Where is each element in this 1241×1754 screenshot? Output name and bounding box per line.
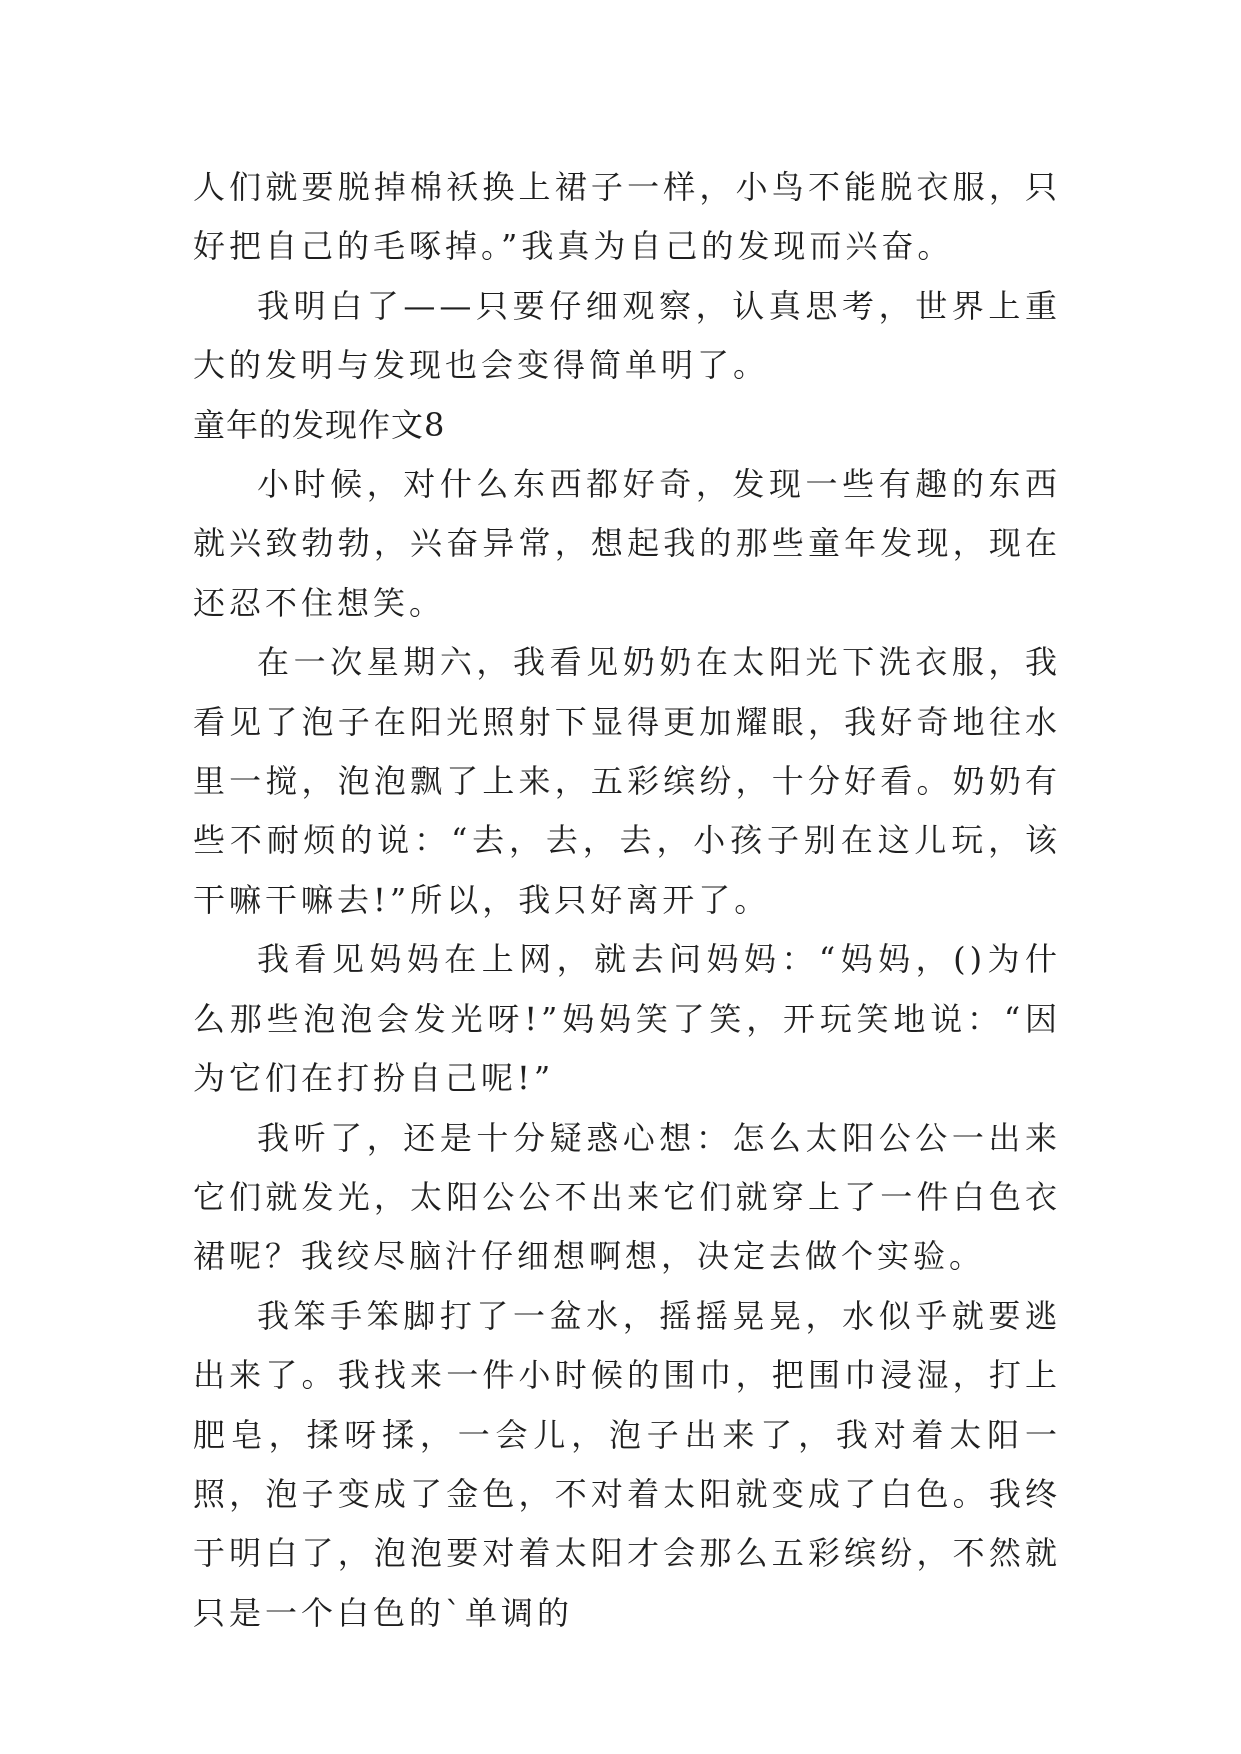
paragraph: 我听了，还是十分疑惑心想：怎么太阳公公一出来它们就发光，太阳公公不出来它们就穿上了一件白色衣裙呢？我绞尽脑汁仔细想啊想，决定去做个实验。 xyxy=(193,1118,1061,1276)
paragraph: 在一次星期六，我看见奶奶在太阳光下洗衣服，我看见了泡子在阳光照射下显得更加耀眼，我好奇地往水里一搅，泡泡飘了上来，五彩缤纷，十分好看。奶奶有些不耐烦的说：“去，去，去，小孩子别在这儿玩，该干嘛干嘛去!”所以，我只好离开了。 xyxy=(193,643,1061,919)
paragraph: 小时候，对什么东西都好奇，发现一些有趣的东西就兴致勃勃，兴奋异常，想起我的那些童年发现，现在还忍不住想笑。 xyxy=(193,465,1061,622)
paragraph: 我明白了——只要仔细观察，认真思考，世界上重大的发明与发现也会变得简单明了。 xyxy=(193,286,1061,385)
essay-heading: 童年的发现作文8 xyxy=(193,405,446,444)
document-body xyxy=(193,158,1061,1643)
paragraph: 我看见妈妈在上网，就去问妈妈：“妈妈，()为什么那些泡泡会发光呀!”妈妈笑了笑，开玩笑地说：“因为它们在打扮自己呢!” xyxy=(193,940,1061,1098)
paragraph-continued: 人们就要脱掉棉袄换上裙子一样，小鸟不能脱衣服，只好把自己的毛啄掉。”我真为自己的发现而兴奋。 xyxy=(193,168,1061,266)
paragraph: 我笨手笨脚打了一盆水，摇摇晃晃，水似乎就要逃出来了。我找来一件小时候的围巾，把围巾浸湿，打上肥皂，揉呀揉，一会儿，泡子出来了，我对着太阳一照，泡子变成了金色，不对着太阳就变成了白色。我终于明白了，泡泡要对着太阳才会那么五彩缤纷，不然就只是一个白色的`单调的 xyxy=(193,1296,1061,1632)
